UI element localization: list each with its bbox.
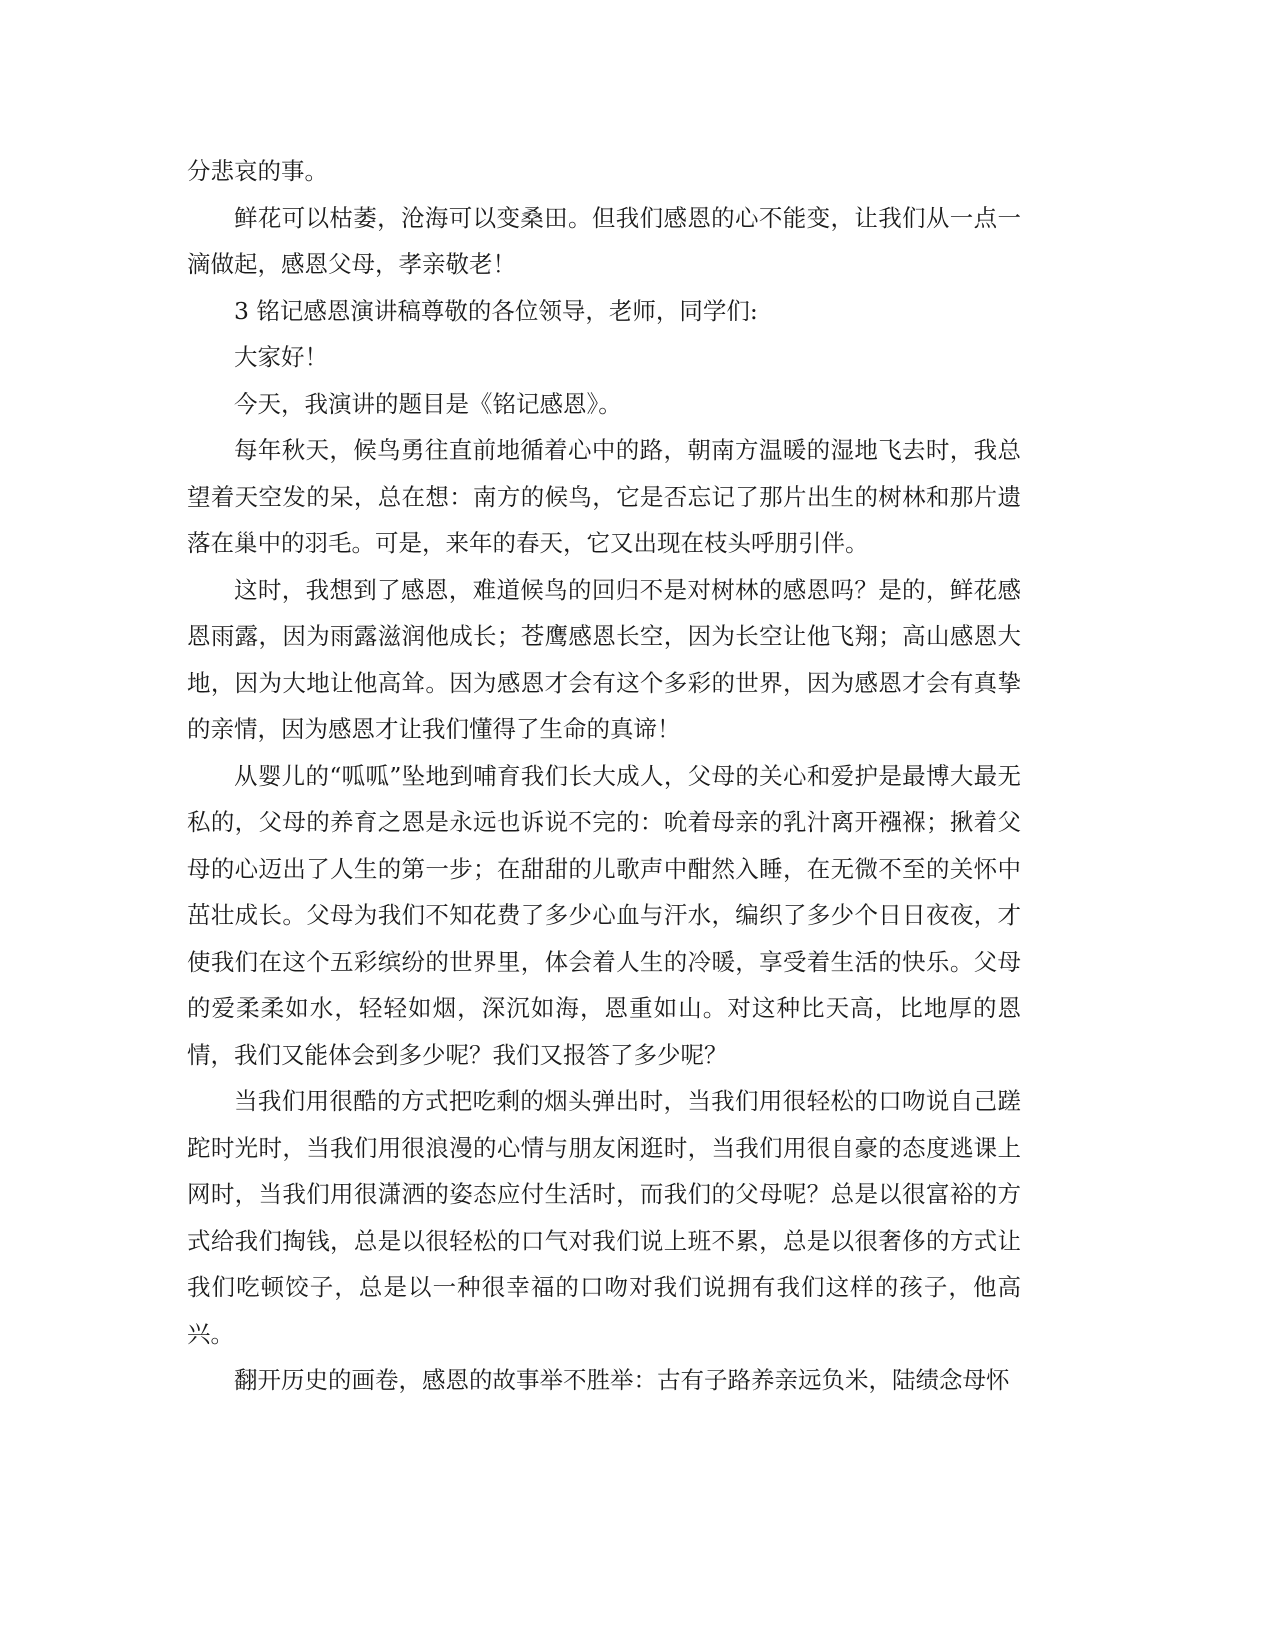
- paragraph-6: 每年秋天，候鸟勇往直前地循着心中的路，朝南方温暖的湿地飞去时，我总望着天空发的呆，总在想：南方的候鸟，它是否忘记了那片出生的树林和那片遗落在巢中的羽毛。可是，来年的春天，它又出现在枝头呼朋引伴。: [187, 436, 1021, 557]
- paragraph-8: 从婴儿的“呱呱”坠地到哺育我们长大成人，父母的关心和爱护是最博大最无私的，父母的养育之恩是永远也诉说不完的：吮着母亲的乳汁离开襁褓；揪着父母的心迈出了人生的第一步；在甜甜的儿歌声中酣然入睡，在无微不至的关怀中茁壮成长。父母为我们不知花费了多少心血与汗水，编织了多少个日日夜夜，才使我们在这个五彩缤纷的世界里，体会着人生的冷暖，享受着生活的快乐。父母的爱柔柔如水，轻轻如烟，深沉如海，恩重如山。对这种比天高，比地厚的恩情，我们又能体会到多少呢？我们又报答了多少呢？: [187, 761, 1021, 1069]
- paragraph-9: 当我们用很酷的方式把吃剩的烟头弹出时，当我们用很轻松的口吻说自己蹉跎时光时，当我们用很浪漫的心情与朋友闲逛时，当我们用很自豪的态度逃课上网时，当我们用很潇洒的姿态应付生活时，而我们的父母呢？总是以很富裕的方式给我们掏钱，总是以很轻松的口气对我们说上班不累，总是以很奢侈的方式让我们吃顿饺子，总是以一种很幸福的口吻对我们说拥有我们这样的孩子，他高兴。: [187, 1087, 1021, 1348]
- paragraph-10: 翻开历史的画卷，感恩的故事举不胜举：古有子路养亲远负米，陆绩念母怀: [234, 1366, 1010, 1394]
- paragraph-3: 3 铭记感恩演讲稿尊敬的各位领导，老师，同学们:: [234, 296, 758, 325]
- paragraph-1: 分悲哀的事。: [187, 157, 328, 185]
- paragraph-5: 今天，我演讲的题目是《铭记感恩》。: [234, 389, 622, 418]
- paragraph-7: 这时，我想到了感恩，难道候鸟的回归不是对树林的感恩吗？是的，鲜花感恩雨露，因为雨露滋润他成长；苍鹰感恩长空，因为长空让他飞翔；高山感恩大地，因为大地让他高耸。因为感恩才会有这个多彩的世界，因为感恩才会有真挚的亲情，因为感恩才让我们懂得了生命的真谛！: [187, 575, 1021, 743]
- paragraph-4: 大家好！: [234, 343, 328, 371]
- document-body: [187, 148, 1021, 1404]
- paragraph-2: 鲜花可以枯萎，沧海可以变桑田。但我们感恩的心不能变，让我们从一点一滴做起，感恩父母，孝亲敬老！: [187, 203, 1021, 278]
